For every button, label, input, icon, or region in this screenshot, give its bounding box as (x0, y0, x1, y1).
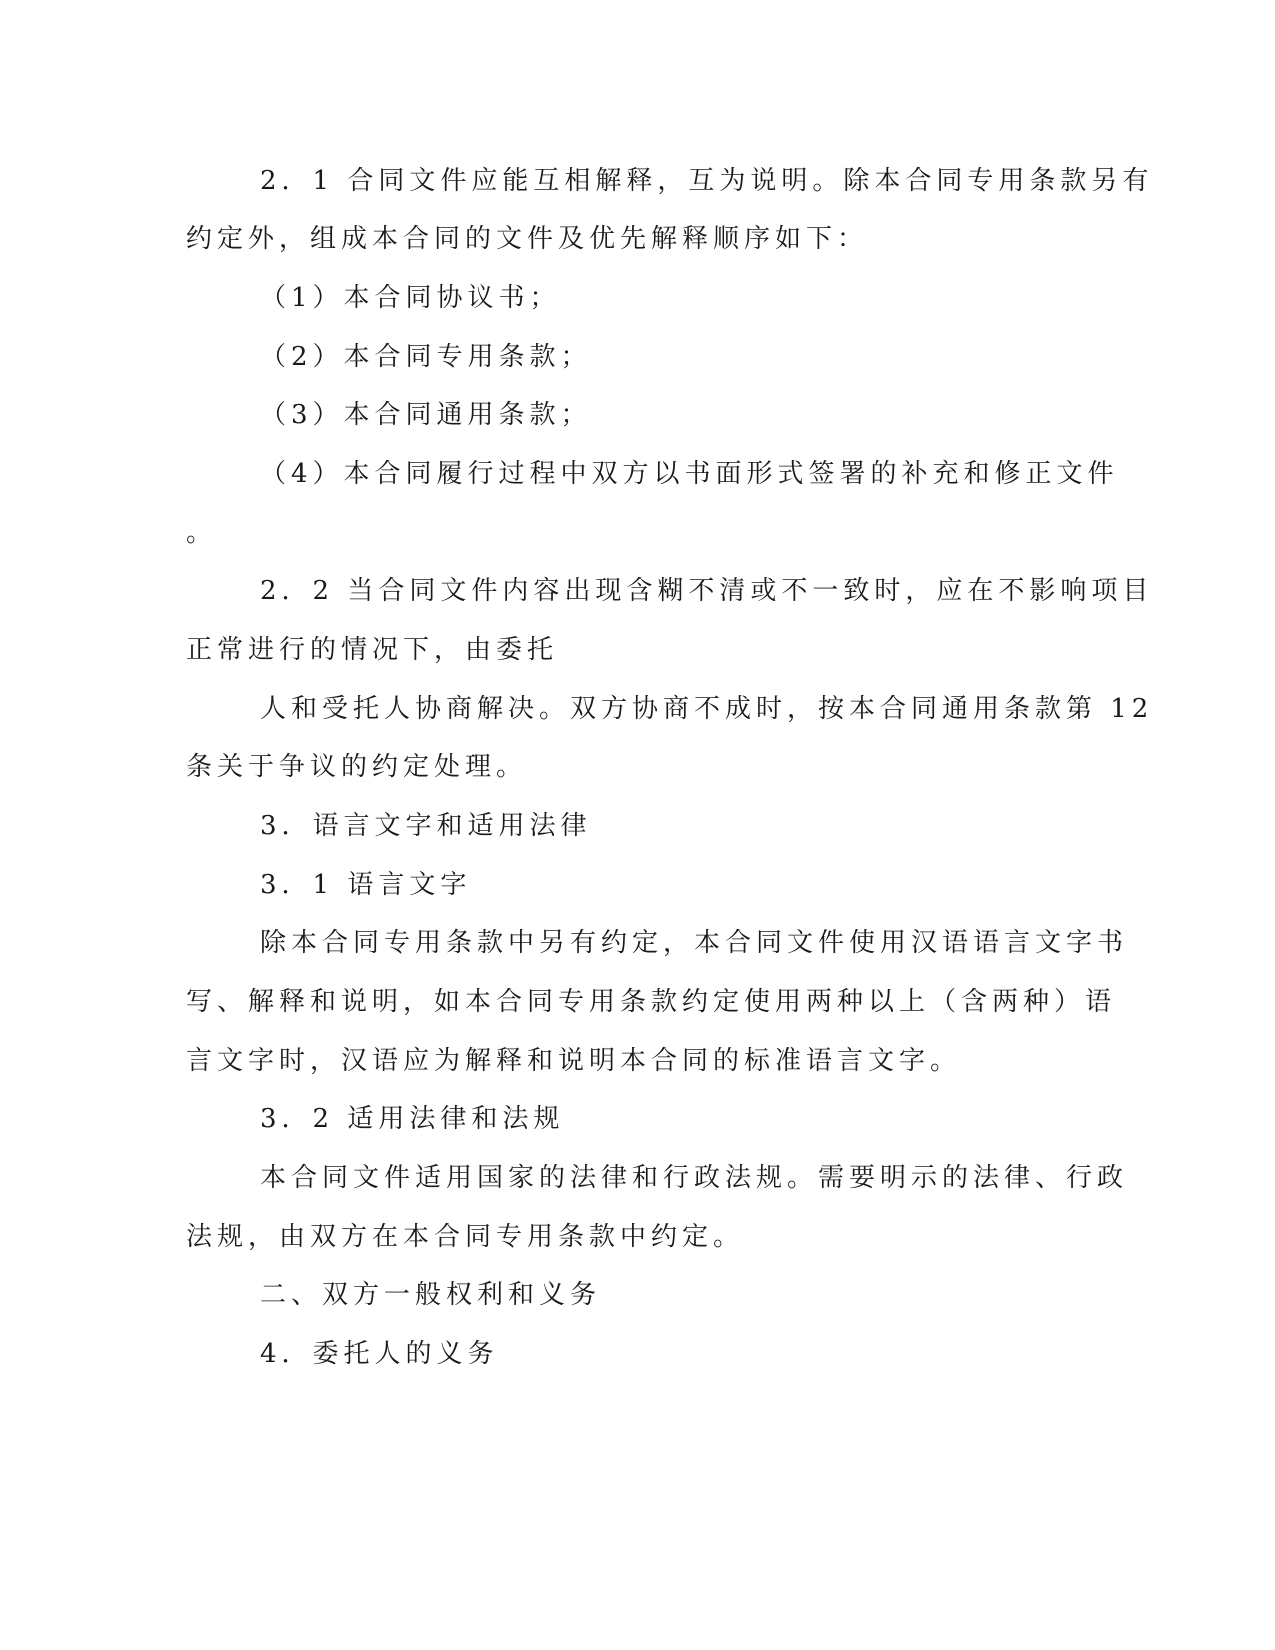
clause-2-2-line-1: 2．2 当合同文件内容出现含糊不清或不一致时，应在不影响项目 (260, 576, 1154, 606)
clause-2-2-line-2: 正常进行的情况下，由委托 (186, 635, 559, 665)
list-item-2: （2）本合同专用条款； (260, 342, 592, 372)
list-item-4-line-1: （4）本合同履行过程中双方以书面形式签署的补充和修正文件 (260, 459, 1119, 489)
clause-3-1-line-3: 言文字时，汉语应为解释和说明本合同的标准语言文字。 (186, 1046, 962, 1076)
chapter-2-heading: 二、双方一般权利和义务 (260, 1280, 602, 1310)
clause-3-2-heading: 3．2 适用法律和法规 (260, 1104, 565, 1134)
clause-3-2-line-2: 法规，由双方在本合同专用条款中约定。 (186, 1222, 745, 1252)
clause-3-1-line-1: 除本合同专用条款中另有约定，本合同文件使用汉语语言文字书 (260, 928, 1129, 958)
clause-3-1-line-2: 写、解释和说明，如本合同专用条款约定使用两种以上（含两种）语 (186, 987, 1117, 1017)
list-item-1: （1）本合同协议书； (260, 283, 561, 313)
clause-2-1-line-1: 2．1 合同文件应能互相解释，互为说明。除本合同专用条款另有 (260, 166, 1154, 196)
list-item-4-line-2: 。 (186, 518, 218, 548)
list-item-3: （3）本合同通用条款； (260, 400, 592, 430)
section-3-heading: 3．语言文字和适用法律 (260, 811, 592, 841)
clause-2-2-line-4: 条关于争议的约定处理。 (186, 752, 528, 782)
section-4-heading: 4．委托人的义务 (260, 1339, 499, 1369)
clause-3-2-line-1: 本合同文件适用国家的法律和行政法规。需要明示的法律、行政 (260, 1163, 1129, 1193)
clause-2-2-line-3: 人和受托人协商解决。双方协商不成时，按本合同通用条款第 12 (260, 694, 1154, 724)
clause-2-1-line-2: 约定外，组成本合同的文件及优先解释顺序如下： (186, 224, 869, 254)
clause-3-1-heading: 3．1 语言文字 (260, 870, 472, 900)
